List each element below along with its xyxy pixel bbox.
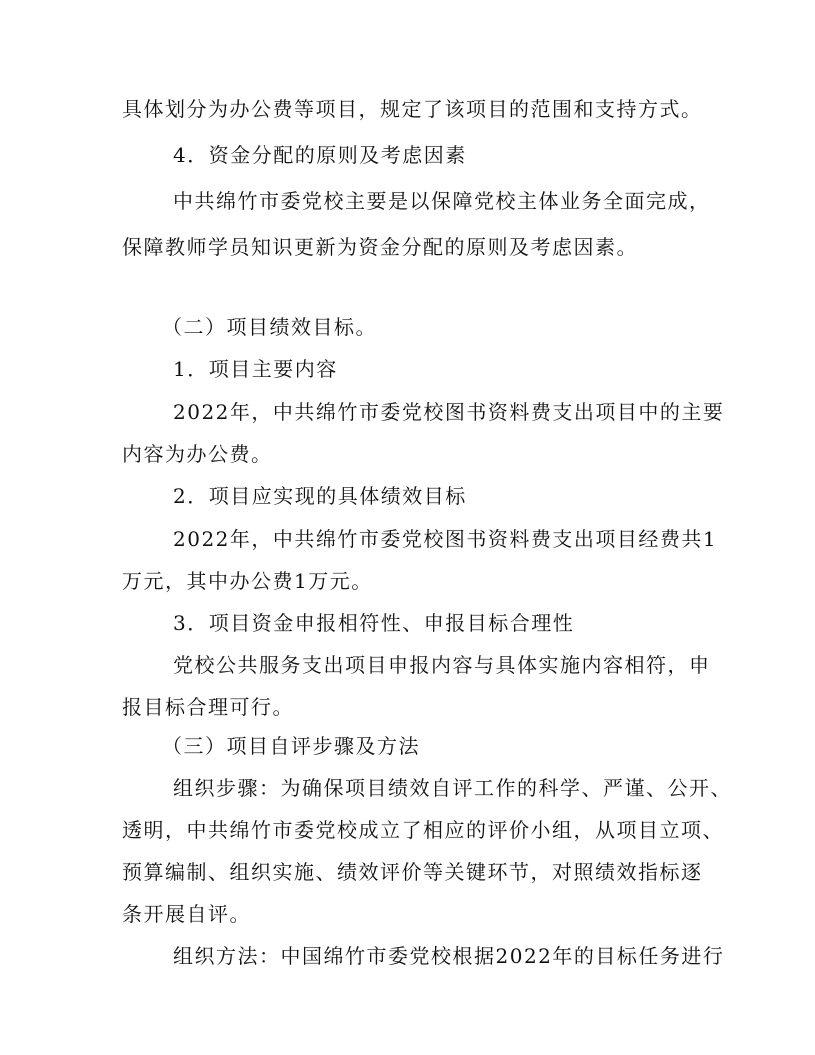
section-heading: 3．项目资金申报相符性、申报目标合理性	[173, 611, 575, 635]
body-line: 党校公共服务支出项目申报内容与具体实施内容相符，申	[173, 653, 711, 677]
body-line: 2022年，中共绵竹市委党校图书资料费支出项目经费共1	[173, 527, 718, 551]
body-line: 内容为办公费。	[122, 442, 273, 466]
body-line: 2022年，中共绵竹市委党校图书资料费支出项目中的主要	[173, 400, 725, 424]
section-heading: （三）项目自评步骤及方法	[162, 734, 420, 758]
section-heading: （二）项目绩效目标。	[162, 315, 377, 339]
section-heading: 4．资金分配的原则及考虑因素	[173, 143, 467, 167]
body-line: 组织方法：中国绵竹市委党校根据2022年的目标任务进行	[173, 944, 725, 968]
body-line: 保障教师学员知识更新为资金分配的原则及考虑因素。	[122, 235, 638, 259]
body-line: 透明，中共绵竹市委党校成立了相应的评价小组，从项目立项、	[122, 818, 724, 842]
body-line: 组织步骤：为确保项目绩效自评工作的科学、严谨、公开、	[173, 776, 732, 800]
body-line: 具体划分为办公费等项目，规定了该项目的范围和支持方式。	[122, 97, 703, 121]
body-line: 报目标合理可行。	[122, 695, 294, 719]
body-line: 万元，其中办公费1万元。	[122, 569, 373, 593]
section-heading: 1．项目主要内容	[173, 357, 338, 381]
body-line: 中共绵竹市委党校主要是以保障党校主体业务全面完成，	[173, 189, 711, 213]
section-heading: 2．项目应实现的具体绩效目标	[173, 484, 467, 508]
body-line: 条开展自评。	[122, 902, 251, 926]
body-line: 预算编制、组织实施、绩效评价等关键环节，对照绩效指标逐	[122, 860, 703, 884]
